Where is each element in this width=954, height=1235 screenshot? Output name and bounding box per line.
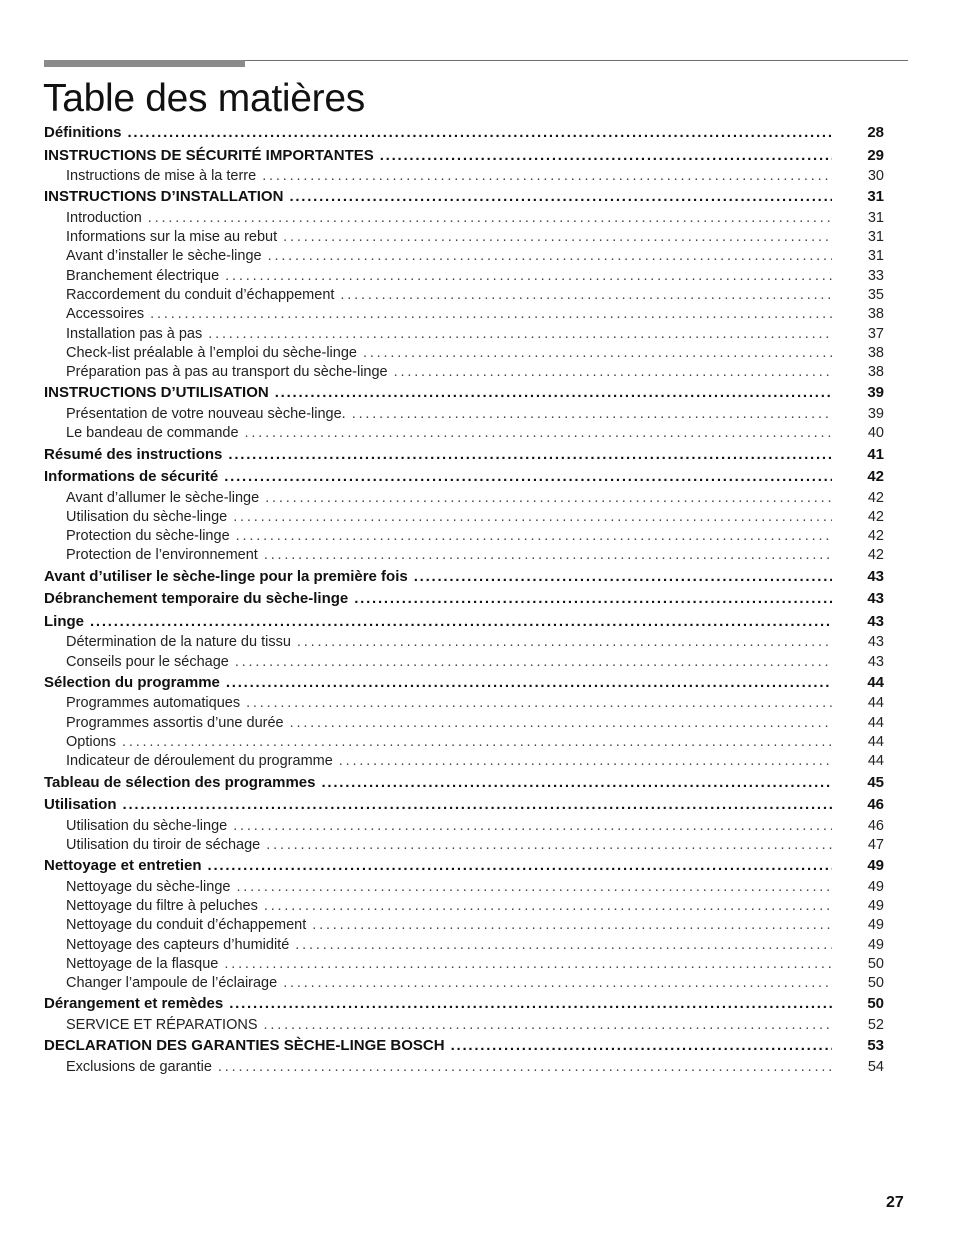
toc-subentry[interactable] (44, 527, 884, 546)
dot-leader (208, 855, 832, 877)
toc-entry-title: Utilisation du tiroir de séchage (66, 836, 261, 853)
toc-entry-page: 44 (867, 714, 884, 731)
toc-entry-title: Protection du sèche-linge (66, 528, 230, 545)
toc-subentry[interactable] (44, 974, 884, 993)
dot-leader (340, 286, 832, 305)
dot-leader (236, 878, 832, 897)
toc-entry-title: INSTRUCTIONS DE SÉCURITÉ IMPORTANTES (44, 146, 374, 164)
toc-entry-title: Nettoyage des capteurs d’humidité (66, 936, 290, 953)
dot-leader (264, 897, 832, 916)
toc-subentry[interactable] (44, 878, 884, 897)
dot-leader (265, 489, 832, 508)
toc-subentry[interactable] (44, 1058, 884, 1077)
dot-leader (228, 444, 832, 466)
toc-entry-title: Indicateur de déroulement du programme (66, 753, 333, 770)
toc-entry-title: Avant d’installer le sèche-linge (66, 248, 262, 265)
toc-subentry[interactable] (44, 752, 884, 771)
toc-entry[interactable] (44, 588, 884, 611)
dot-leader (262, 167, 832, 186)
toc-entry-title: Utilisation (44, 796, 117, 814)
toc-entry-title: Débranchement temporaire du sèche-linge (44, 590, 349, 608)
toc-subentry[interactable] (44, 508, 884, 527)
toc-entry-title: Informations de sécurité (44, 468, 219, 486)
page-number: 27 (886, 1194, 904, 1211)
dot-leader (236, 527, 832, 546)
toc-entry-page: 31 (867, 229, 884, 246)
toc-entry-page: 31 (867, 209, 884, 226)
dot-leader (266, 836, 832, 855)
page-title: Table des matières (43, 77, 365, 120)
dot-leader (290, 714, 832, 733)
toc-entry-title: Accessoires (66, 306, 145, 323)
toc-entry-page: 42 (867, 489, 884, 506)
toc-entry-title: Avant d’utiliser le sèche-linge pour la première fois (44, 567, 408, 585)
toc-subentry[interactable] (44, 325, 884, 344)
toc-entry-title: DECLARATION DES GARANTIES SÈCHE-LINGE BOSCH (44, 1037, 445, 1055)
toc-subentry[interactable] (44, 247, 884, 266)
dot-leader (122, 733, 832, 752)
toc-entry-page: 28 (867, 124, 884, 141)
dot-leader (90, 611, 832, 633)
dot-leader (297, 633, 832, 652)
toc-entry-page: 42 (867, 468, 884, 486)
toc-subentry[interactable] (44, 489, 884, 508)
dot-leader (229, 993, 832, 1015)
dot-leader (295, 936, 832, 955)
dot-leader (275, 382, 832, 404)
toc-entry-page: 49 (867, 878, 884, 895)
dot-leader (225, 267, 832, 286)
header-accent-bar (44, 60, 245, 67)
dot-leader (394, 363, 832, 382)
dot-leader (245, 424, 832, 443)
toc-entry-page: 49 (867, 917, 884, 934)
dot-leader (150, 305, 832, 324)
toc-entry-title: Détermination de la nature du tissu (66, 634, 291, 651)
dot-leader (233, 508, 832, 527)
toc-subentry[interactable] (44, 916, 884, 935)
toc-subentry[interactable] (44, 424, 884, 443)
toc-entry[interactable] (44, 566, 884, 589)
toc-entry-page: 43 (867, 612, 884, 630)
dot-leader (233, 817, 832, 836)
toc-entry-page: 53 (867, 1037, 884, 1055)
dot-leader (414, 566, 832, 588)
toc-entry-page: 39 (867, 384, 884, 402)
dot-leader (246, 694, 832, 713)
toc-entry-page: 50 (867, 975, 884, 992)
toc-entry-page: 54 (867, 1058, 884, 1075)
toc-entry-page: 42 (867, 508, 884, 525)
toc-entry-page: 49 (867, 936, 884, 953)
toc-entry-title: Options (66, 733, 116, 750)
dot-leader (224, 955, 832, 974)
toc-subentry[interactable] (44, 286, 884, 305)
toc-entry-page: 38 (867, 344, 884, 361)
toc-entry-title: INSTRUCTIONS D’UTILISATION (44, 384, 269, 402)
toc-entry[interactable] (44, 672, 884, 695)
toc-entry[interactable] (44, 444, 884, 467)
toc-entry-title: Nettoyage du sèche-linge (66, 878, 231, 895)
toc-entry-page: 31 (867, 188, 884, 206)
toc-entry-title: Instructions de mise à la terre (66, 168, 257, 184)
toc-entry-page: 42 (867, 528, 884, 545)
toc-subentry[interactable] (44, 167, 884, 186)
dot-leader (235, 653, 832, 672)
dot-leader (312, 916, 832, 935)
toc-entry[interactable] (44, 772, 884, 795)
toc-subentry[interactable] (44, 209, 884, 228)
toc-entry-title: INSTRUCTIONS D’INSTALLATION (44, 188, 284, 206)
toc-entry-title: Introduction (66, 209, 142, 226)
toc-entry[interactable] (44, 794, 884, 817)
toc-entry-title: Présentation de votre nouveau sèche-linge. (66, 405, 346, 422)
toc-entry[interactable] (44, 122, 884, 145)
toc-subentry[interactable] (44, 836, 884, 855)
toc-entry[interactable] (44, 382, 884, 405)
toc-subentry[interactable] (44, 363, 884, 382)
toc-subentry[interactable] (44, 267, 884, 286)
toc-entry[interactable] (44, 855, 884, 878)
toc-entry-title: Définitions (44, 124, 122, 141)
toc-entry-page: 30 (867, 168, 884, 184)
dot-leader (354, 588, 832, 610)
toc-entry-title: SERVICE ET RÉPARATIONS (66, 1016, 258, 1033)
dot-leader (363, 344, 832, 363)
toc-entry-page: 44 (867, 733, 884, 750)
dot-leader (123, 794, 832, 816)
dot-leader (264, 1016, 832, 1035)
toc-entry-page: 50 (867, 955, 884, 972)
toc-subentry[interactable] (44, 1016, 884, 1035)
toc-subentry[interactable] (44, 955, 884, 974)
toc-entry-page: 37 (867, 325, 884, 342)
toc-entry-page: 38 (867, 364, 884, 381)
toc-entry-title: Dérangement et remèdes (44, 995, 224, 1013)
toc-entry-title: Tableau de sélection des programmes (44, 773, 316, 791)
toc-entry-title: Nettoyage de la flasque (66, 955, 219, 972)
toc-subentry[interactable] (44, 546, 884, 565)
toc-subentry[interactable] (44, 305, 884, 324)
toc-entry-page: 43 (867, 590, 884, 608)
toc-subentry[interactable] (44, 653, 884, 672)
dot-leader (208, 325, 832, 344)
toc-entry-page: 47 (867, 836, 884, 853)
toc-entry-title: Utilisation du sèche-linge (66, 817, 228, 834)
toc-subentry[interactable] (44, 344, 884, 363)
toc-entry-title: Utilisation du sèche-linge (66, 508, 228, 525)
toc-entry-title: Résumé des instructions (44, 445, 223, 463)
toc-entry-page: 45 (867, 773, 884, 791)
toc-entry-title: Préparation pas à pas au transport du sèche-linge (66, 364, 388, 381)
dot-leader (289, 186, 832, 208)
toc-entry-title: Protection de l’environnement (66, 547, 258, 564)
toc-entry-title: Nettoyage du conduit d’échappement (66, 917, 307, 934)
dot-leader (339, 752, 832, 771)
toc-entry[interactable] (44, 611, 884, 634)
table-of-contents (44, 122, 884, 1077)
toc-entry-title: Exclusions de garantie (66, 1058, 212, 1075)
toc-entry-page: 52 (867, 1016, 884, 1033)
toc-entry-page: 49 (867, 897, 884, 914)
toc-entry[interactable] (44, 145, 884, 168)
toc-entry-page: 43 (867, 653, 884, 670)
toc-subentry[interactable] (44, 633, 884, 652)
toc-entry-page: 33 (867, 267, 884, 284)
dot-leader (218, 1058, 832, 1077)
dot-leader (224, 466, 832, 488)
toc-subentry[interactable] (44, 897, 884, 916)
dot-leader (380, 145, 832, 167)
toc-entry-title: Nettoyage du filtre à peluches (66, 897, 258, 914)
toc-entry-page: 39 (867, 405, 884, 422)
toc-entry-title: Avant d’allumer le sèche-linge (66, 489, 260, 506)
dot-leader (128, 122, 833, 144)
toc-entry-page: 50 (867, 995, 884, 1013)
toc-entry-page: 29 (867, 146, 884, 164)
toc-entry-title: Conseils pour le séchage (66, 653, 229, 670)
toc-subentry[interactable] (44, 228, 884, 247)
toc-entry-title: Programmes automatiques (66, 695, 241, 712)
dot-leader (283, 228, 832, 247)
toc-entry-page: 31 (867, 248, 884, 265)
toc-entry-title: Informations sur la mise au rebut (66, 229, 278, 246)
toc-entry[interactable] (44, 1035, 884, 1058)
toc-subentry[interactable] (44, 714, 884, 733)
toc-entry-title: Changer l’ampoule de l’éclairage (66, 975, 278, 992)
toc-subentry[interactable] (44, 694, 884, 713)
toc-entry-title: Installation pas à pas (66, 325, 203, 342)
toc-entry-page: 49 (867, 857, 884, 875)
toc-entry-title: Nettoyage et entretien (44, 857, 202, 875)
toc-entry-title: Check-list préalable à l’emploi du sèche-linge (66, 344, 357, 361)
dot-leader (268, 247, 832, 266)
toc-entry-page: 46 (867, 796, 884, 814)
toc-entry[interactable] (44, 993, 884, 1016)
toc-entry[interactable] (44, 466, 884, 489)
toc-subentry[interactable] (44, 936, 884, 955)
toc-subentry[interactable] (44, 405, 884, 424)
toc-entry-page: 35 (867, 286, 884, 303)
toc-entry-title: Sélection du programme (44, 673, 220, 691)
dot-leader (352, 405, 832, 424)
dot-leader (283, 974, 832, 993)
toc-entry-page: 46 (867, 817, 884, 834)
toc-entry-title: Programmes assortis d’une durée (66, 714, 284, 731)
toc-entry-page: 43 (867, 634, 884, 651)
toc-subentry[interactable] (44, 733, 884, 752)
toc-entry-page: 44 (867, 673, 884, 691)
toc-entry-title: Linge (44, 612, 84, 630)
dot-leader (148, 209, 832, 228)
dot-leader (321, 772, 832, 794)
dot-leader (451, 1035, 832, 1057)
toc-entry-page: 40 (867, 425, 884, 442)
toc-entry-title: Le bandeau de commande (66, 425, 239, 442)
toc-entry-page: 44 (867, 695, 884, 712)
toc-entry-page: 41 (867, 445, 884, 463)
toc-entry[interactable] (44, 186, 884, 209)
toc-subentry[interactable] (44, 817, 884, 836)
toc-entry-title: Raccordement du conduit d’échappement (66, 286, 335, 303)
toc-entry-title: Branchement électrique (66, 267, 220, 284)
toc-entry-page: 42 (867, 547, 884, 564)
dot-leader (264, 546, 832, 565)
toc-entry-page: 44 (867, 753, 884, 770)
dot-leader (226, 672, 832, 694)
toc-entry-page: 43 (867, 567, 884, 585)
toc-entry-page: 38 (867, 306, 884, 323)
